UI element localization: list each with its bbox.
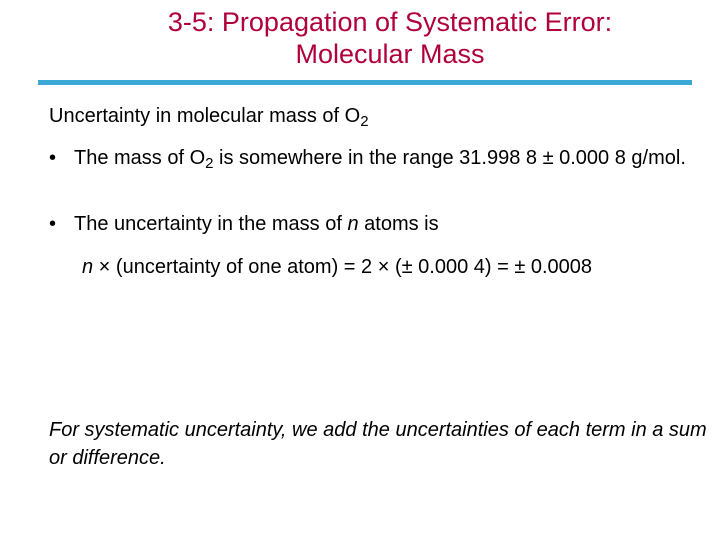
slide-title: [90, 6, 690, 70]
bullet-text-end: is somewhere in the range 31.998 8 ± 0.000 8 g/mol.: [213, 147, 686, 169]
bullet-text-start: The uncertainty in the mass of: [74, 213, 348, 235]
heading-text: Uncertainty in molecular mass of O: [49, 105, 361, 127]
formula-text: × (uncertainty of one atom) = 2 × (± 0.000 4) = ± 0.0008: [93, 256, 593, 278]
bullet-subscript: 2: [205, 155, 214, 172]
bullet-text: [74, 210, 689, 238]
footnote: For systematic uncertainty, we add the uncertainties of each term in a sum or difference.: [49, 419, 707, 469]
bullet-text-start: The mass of O: [74, 147, 206, 169]
title-line-1: 3-5: Propagation of Systematic Error:: [167, 7, 613, 37]
formula-variable: n: [82, 256, 94, 278]
bullet-text-end: atoms is: [358, 213, 439, 235]
section-heading: [49, 104, 369, 128]
bullet-marker: •: [49, 213, 57, 235]
title-divider: [38, 80, 692, 85]
title-line-2: Molecular Mass: [295, 39, 485, 69]
heading-subscript: 2: [360, 113, 369, 130]
bullet-variable: n: [347, 213, 359, 235]
bullet-text: [74, 144, 689, 172]
formula-line: [82, 254, 592, 280]
bullet-marker: •: [49, 147, 57, 169]
